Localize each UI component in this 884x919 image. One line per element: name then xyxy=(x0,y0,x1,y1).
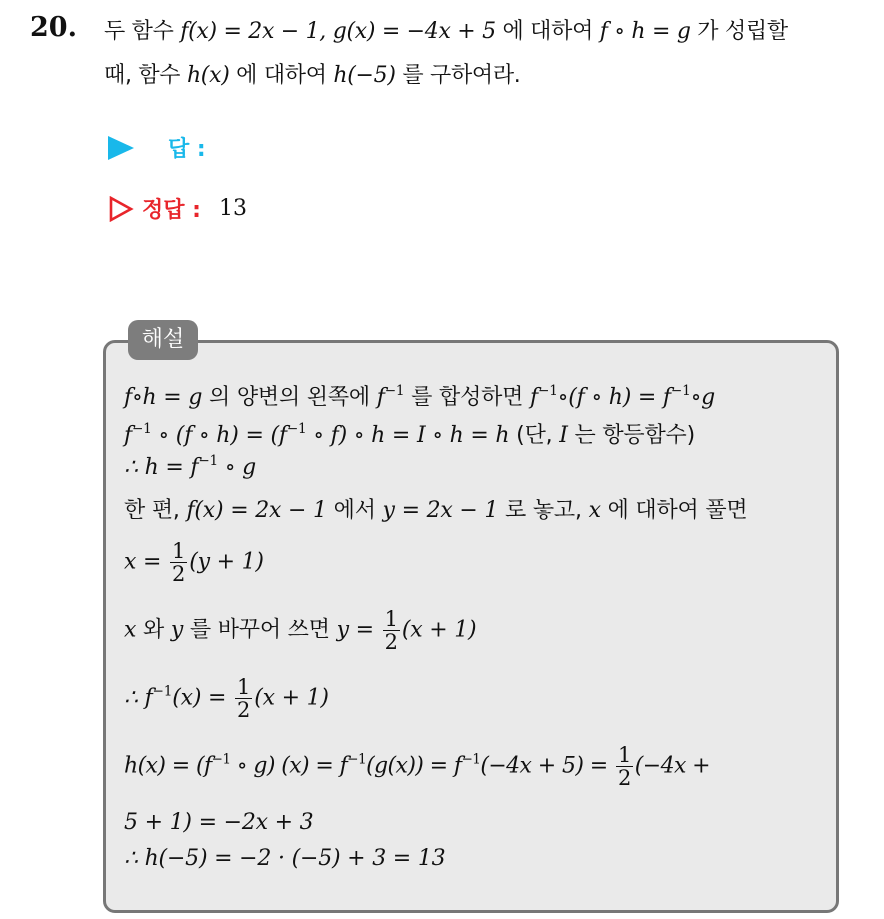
correct-answer-label: 정답 : xyxy=(142,198,201,223)
superscript: −1 xyxy=(384,383,405,400)
question-math: h(−5) xyxy=(333,63,396,88)
superscript: −1 xyxy=(537,383,558,400)
math-text: ∘ g) (x) = f xyxy=(230,753,348,779)
solution-text: 는 항등함수) xyxy=(567,423,695,448)
math-text: 5 + 1) = −2x + 3 xyxy=(124,810,314,835)
play-triangle-icon xyxy=(108,136,134,160)
math-text: (x + 1) xyxy=(401,617,477,643)
math-text: (x) = xyxy=(172,685,234,711)
question-text: 에 대하여 xyxy=(229,63,334,88)
math-text: ∘ f) ∘ h = I ∘ h = h xyxy=(306,423,510,448)
correct-answer-row xyxy=(108,193,247,224)
fraction-numerator: 1 xyxy=(172,539,186,563)
fraction-numerator: 1 xyxy=(237,675,251,699)
math-text: f xyxy=(530,385,538,410)
math-text: (g(x)) = f xyxy=(366,753,462,779)
math-text: ∘ (f ∘ h) = (f xyxy=(151,423,287,448)
math-text: f xyxy=(376,385,385,410)
math-text: ∴ h = f xyxy=(124,455,199,480)
solution-line xyxy=(124,493,747,524)
math-text: (−4x + xyxy=(634,753,711,779)
solution-text: 와 xyxy=(136,617,171,643)
solution-text: 를 바꾸어 쓰면 xyxy=(183,617,337,643)
solution-text: 에서 xyxy=(326,498,383,523)
fraction xyxy=(235,676,252,721)
math-text: (y + 1) xyxy=(189,549,264,575)
fraction-denominator: 2 xyxy=(172,562,186,587)
math-text: h(x) = (f xyxy=(124,753,212,779)
question-text: 에 대하여 xyxy=(495,19,600,44)
math-text: x xyxy=(124,617,137,643)
math-text: ∘g xyxy=(690,385,716,410)
answer-label: 답 : xyxy=(168,137,206,162)
solution-line xyxy=(124,846,445,871)
fraction xyxy=(616,744,633,789)
math-text: ∘(f ∘ h) = f xyxy=(557,385,671,410)
solution-line xyxy=(124,810,313,835)
question-number: 20. xyxy=(30,12,77,43)
superscript: −1 xyxy=(670,383,691,400)
solution-line xyxy=(124,540,264,585)
superscript: −1 xyxy=(198,453,219,470)
fraction-numerator: 1 xyxy=(618,743,631,767)
question-text: 때, 함수 xyxy=(104,63,187,88)
solution-text: 의 양변의 왼쪽에 xyxy=(202,385,377,410)
solution-line xyxy=(124,380,715,411)
math-text: ∘ g xyxy=(218,455,257,480)
math-text: f∘h = g xyxy=(124,385,203,410)
fraction xyxy=(170,540,187,585)
question-math: h(x) xyxy=(186,63,230,88)
superscript: −1 xyxy=(152,683,173,700)
fraction xyxy=(383,608,400,653)
superscript: −1 xyxy=(286,421,307,438)
fraction-denominator: 2 xyxy=(237,698,251,723)
superscript: −1 xyxy=(211,751,231,768)
math-text: y xyxy=(170,617,184,643)
solution-text: (단, xyxy=(509,423,560,448)
solution-line xyxy=(124,676,329,721)
superscript: −1 xyxy=(461,751,481,768)
solution-line xyxy=(124,455,256,480)
math-text: f(x) = 2x − 1 xyxy=(186,498,327,523)
correct-answer-value: 13 xyxy=(218,196,247,221)
question-math: f ∘ h = g xyxy=(599,19,691,44)
math-text: y = 2x − 1 xyxy=(382,498,499,523)
solution-line xyxy=(124,418,695,449)
solution-text: 한 편, xyxy=(124,498,187,523)
question-line-1 xyxy=(104,14,788,45)
math-text: f xyxy=(124,423,132,448)
solution-line xyxy=(124,608,476,653)
fraction-denominator: 2 xyxy=(384,630,398,655)
math-text: ∴ f xyxy=(124,685,153,711)
solution-text: 로 놓고, xyxy=(498,498,589,523)
question-text: 가 성립할 xyxy=(690,19,788,44)
answer-row xyxy=(108,132,206,163)
solution-text: 를 합성하면 xyxy=(404,385,531,410)
solution-line xyxy=(124,744,710,789)
solution-tag: 해설 xyxy=(128,320,198,360)
math-text: y = xyxy=(336,617,381,643)
math-text: (−4x + 5) = xyxy=(480,753,614,779)
math-text: x xyxy=(588,498,601,523)
superscript: −1 xyxy=(131,421,152,438)
math-text: x = xyxy=(124,549,169,575)
math-text: (x + 1) xyxy=(254,685,329,711)
solution-text: 에 대하여 풀면 xyxy=(600,498,748,523)
math-text: I xyxy=(559,423,568,448)
question-line-2 xyxy=(104,58,521,89)
question-text: 를 구하여라. xyxy=(395,63,521,88)
fraction-numerator: 1 xyxy=(384,607,398,631)
question-math: f(x) = 2x − 1, g(x) = −4x + 5 xyxy=(180,19,496,44)
outline-triangle-icon xyxy=(108,196,134,222)
math-text: ∴ h(−5) = −2 · (−5) + 3 = 13 xyxy=(124,846,446,871)
fraction-denominator: 2 xyxy=(618,766,631,791)
question-text: 두 함수 xyxy=(104,19,181,44)
superscript: −1 xyxy=(347,751,367,768)
